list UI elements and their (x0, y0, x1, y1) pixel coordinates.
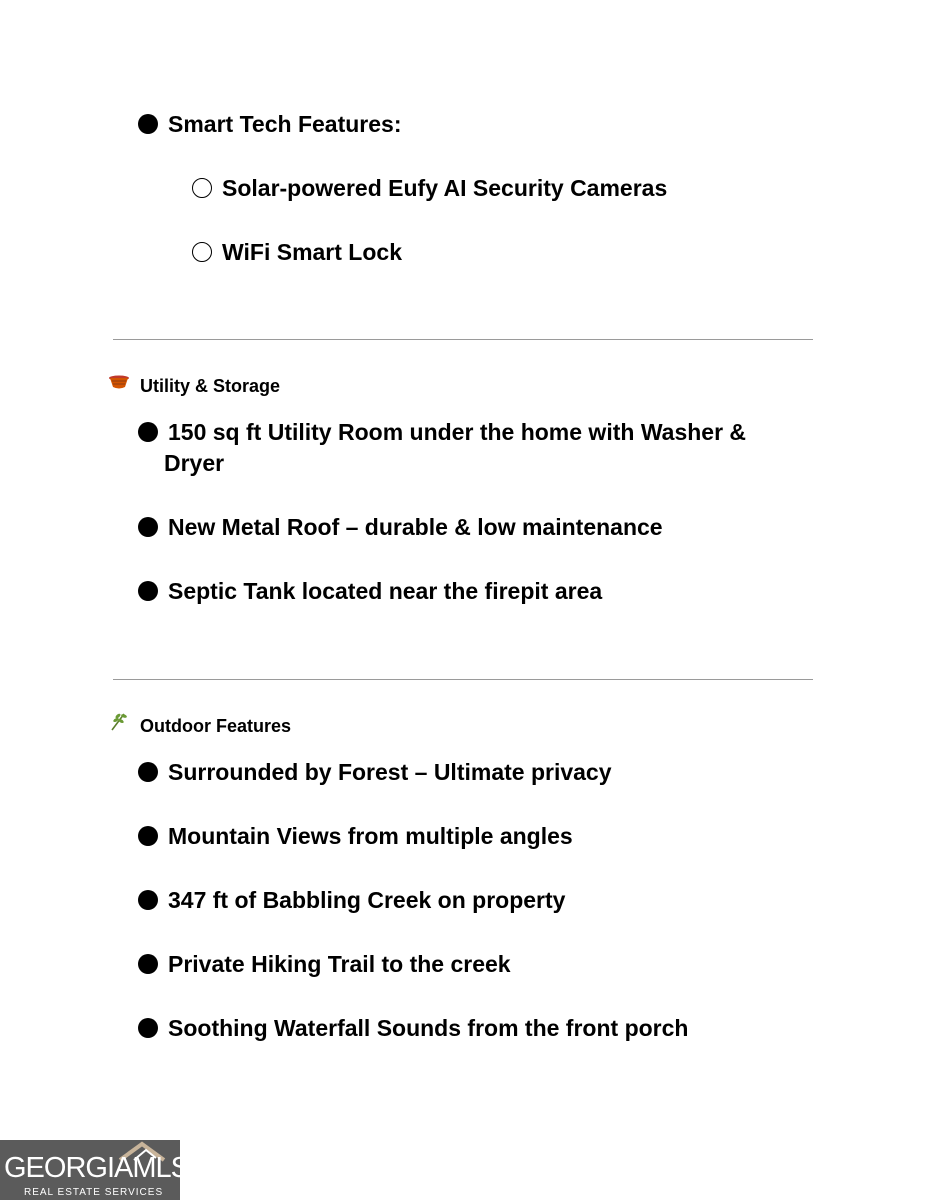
section-divider (113, 679, 813, 680)
list-item: Solar-powered Eufy AI Security Cameras (222, 175, 668, 201)
list-item: Private Hiking Trail to the creek (168, 951, 511, 977)
list-item: Septic Tank located near the firepit area (168, 578, 603, 604)
logo-tagline: REAL ESTATE SERVICES (24, 1187, 164, 1198)
basket-icon (108, 372, 130, 394)
section-heading-outdoor: Outdoor Features (140, 716, 292, 736)
bullet-filled (138, 422, 158, 442)
bullet-filled (138, 114, 158, 134)
logo-wordmark: GEORGIAMLS (4, 1152, 189, 1184)
list-item: New Metal Roof – durable & low maintenance (168, 514, 663, 540)
bullet-filled (138, 517, 158, 537)
bullet-filled (138, 954, 158, 974)
list-item: Mountain Views from multiple angles (168, 823, 573, 849)
smart-tech-title: Smart Tech Features: (168, 111, 402, 137)
bullet-filled (138, 826, 158, 846)
list-item-continuation: Dryer (164, 450, 225, 476)
bullet-hollow (192, 178, 212, 198)
list-item: 150 sq ft Utility Room under the home with Washer & (168, 419, 747, 445)
bullet-filled (138, 1018, 158, 1038)
list-item: 347 ft of Babbling Creek on property (168, 887, 566, 913)
list-item: Surrounded by Forest – Ultimate privacy (168, 759, 612, 785)
bullet-filled (138, 762, 158, 782)
section-divider (113, 339, 813, 340)
section-heading-utility: Utility & Storage (140, 376, 281, 396)
herb-icon (108, 710, 130, 732)
list-item: Soothing Waterfall Sounds from the front porch (168, 1015, 689, 1041)
georgia-mls-logo (0, 1140, 189, 1200)
bullet-hollow (192, 242, 212, 262)
bullet-filled (138, 890, 158, 910)
bullet-filled (138, 581, 158, 601)
list-item: WiFi Smart Lock (222, 239, 402, 265)
